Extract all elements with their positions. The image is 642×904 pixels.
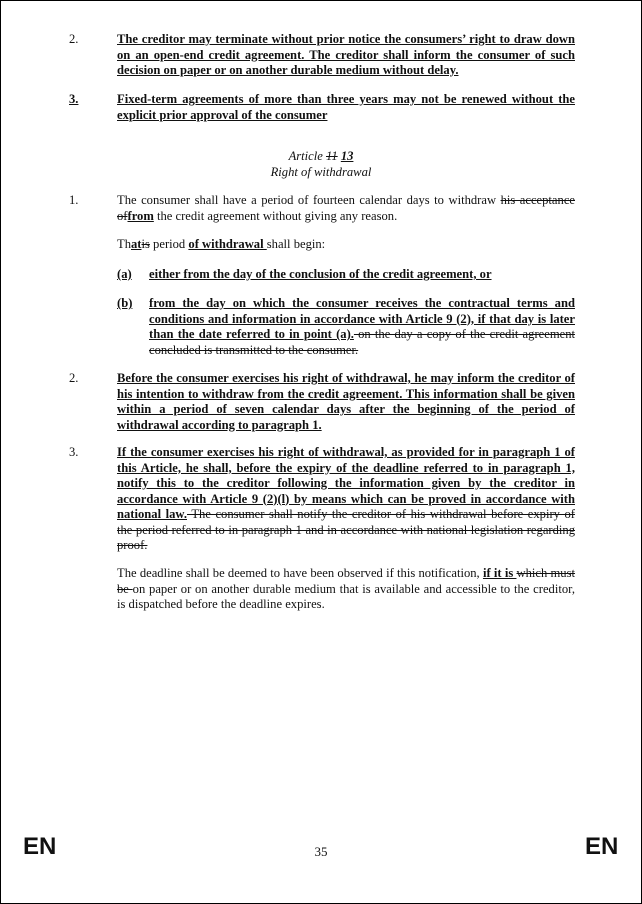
article-new-number: 13 — [340, 149, 354, 163]
subpoint-a — [117, 267, 575, 283]
paragraph-1-continuation — [69, 237, 575, 253]
language-code-left: EN — [23, 833, 57, 860]
paragraph-number: 2. — [69, 371, 79, 385]
paragraph-3 — [69, 445, 575, 554]
article-title: Right of withdrawal — [270, 165, 372, 179]
article-heading — [1, 149, 641, 165]
paragraph-2 — [69, 371, 575, 433]
text: on paper or on another durable medium that is available and accessible to the creditor, is dispatched before the deadline expires. — [117, 581, 575, 611]
deleted-text: is — [141, 237, 150, 251]
subpoint-label: (b) — [117, 296, 133, 310]
inserted-text: from — [127, 208, 154, 223]
text: the credit agreement without giving any reason. — [153, 208, 398, 223]
deleted-text: on the day a copy of the credit agreement concluded is transmitted to the consumer. — [149, 327, 575, 357]
inserted-text: either from the day of the conclusion of the credit agreement, or — [149, 267, 492, 281]
paragraph-1 — [69, 193, 575, 224]
text: Th — [117, 237, 131, 251]
inserted-text: If the consumer exercises his right of withdrawal, as provided for in paragraph 1 of this Article, he shall, before the expiry of the deadline referred to in paragraph 1, notify this to the creditor following the information given by the creditor in accordance with Article 9 (2)(l) by means which can be proved in accordance with national law. — [117, 445, 575, 521]
text: period — [149, 237, 189, 251]
inserted-text: Before the consumer exercises his right of withdrawal, he may inform the creditor of his intention to withdraw from the credit agreement. This information shall be given within a period of seven calendar days after the beginning of the period of withdrawal according to paragraph 1. — [117, 371, 575, 432]
paragraph-number: 2. — [69, 32, 79, 46]
text: The deadline shall be deemed to have been observed if this notification, — [117, 566, 483, 580]
paragraph-3-top — [69, 92, 575, 123]
text: The consumer shall have a period of fourteen calendar days to withdraw — [117, 193, 501, 207]
deleted-text: which must be — [117, 566, 576, 596]
article-prefix: Article — [288, 149, 326, 163]
paragraph-number: 3. — [69, 92, 79, 106]
article-old-number: 11 — [326, 149, 338, 163]
subpoint-b — [117, 296, 575, 358]
paragraph-2-top — [69, 32, 575, 79]
subpoint-label: (a) — [117, 267, 132, 281]
deleted-text: his acceptance of — [117, 193, 575, 223]
inserted-text: of withdrawal — [188, 237, 267, 251]
language-code-right: EN — [585, 833, 619, 860]
paragraph-3-continuation — [69, 566, 575, 613]
paragraph-number: 1. — [69, 193, 79, 207]
inserted-text: The creditor may terminate without prior notice the consumers’ right to draw down on an open-end credit agreement. The creditor shall inform the consumer of such decision on paper or on another durable medium without delay. — [117, 32, 575, 77]
inserted-text: Fixed-term agreements of more than three years may not be renewed without the explicit prior approval of the consumer — [117, 92, 575, 122]
inserted-text: if it is — [482, 566, 517, 580]
text: shall begin: — [266, 237, 326, 251]
inserted-text: at — [131, 237, 142, 251]
deleted-text: The consumer shall notify the creditor of his withdrawal before expiry of the period referred to in paragraph 1 and in accordance with national legislation regarding proof. — [117, 507, 576, 552]
paragraph-number: 3. — [69, 445, 79, 459]
inserted-text: from the day on which the consumer receives the contractual terms and conditions and information in accordance with Article 9 (2), if that day is later than the date referred to in point (a). — [149, 296, 575, 341]
page-number: 35 — [314, 844, 328, 859]
